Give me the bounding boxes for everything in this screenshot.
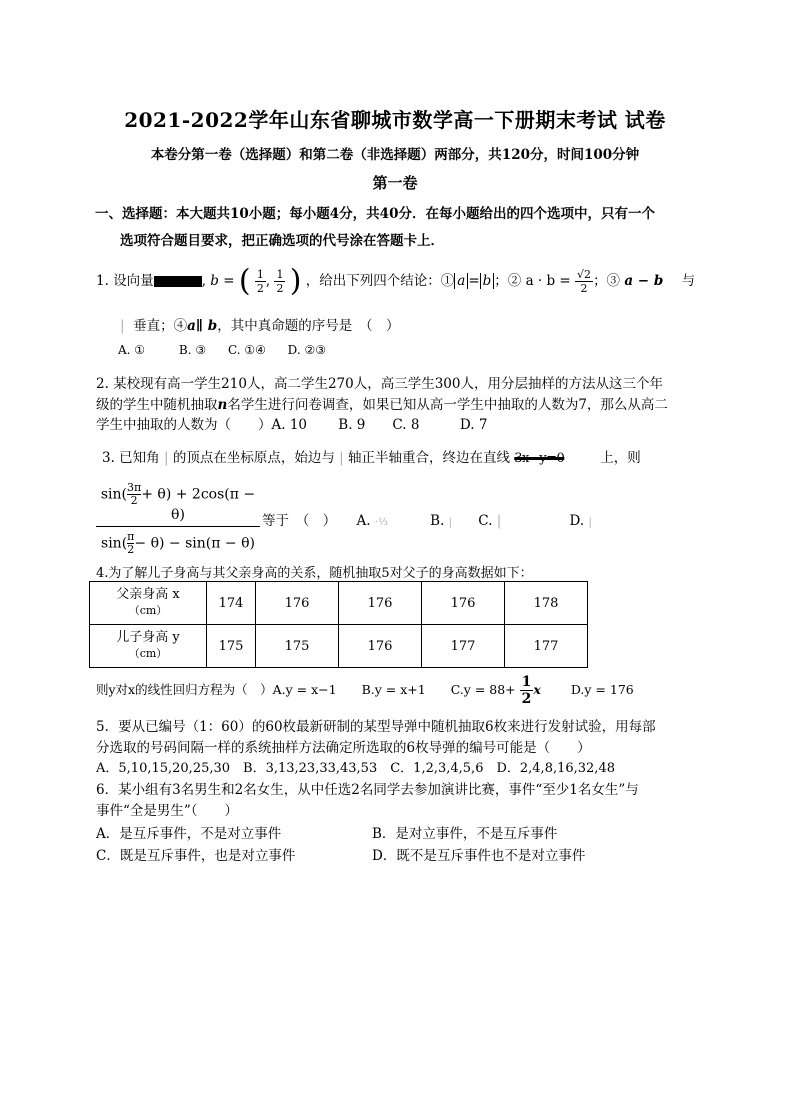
q3-denominator: sin( $\frac{\pi}{2}$ − θ) − sin(π − θ): [101, 530, 255, 556]
q3-line1-b: 的顶点在坐标原点，始边与: [172, 450, 335, 466]
q1-eq: =: [468, 273, 480, 289]
q3-option-d: D.: [569, 513, 585, 529]
father-label-cell: 父亲身高 x （cm）: [90, 582, 207, 625]
question-2-line-2: [96, 393, 668, 413]
vector-a-image: [154, 276, 202, 287]
question-6-line-2: 事件“全是男生”（ ）: [96, 803, 239, 819]
table-cell: 176: [256, 582, 339, 625]
q3-option-c: C.: [478, 513, 493, 529]
b-vector-image: |: [120, 318, 125, 334]
q1-frac-2: $\frac{1}{2}$: [276, 268, 284, 295]
question-6-line-1: 6．某小组有3名男生和2名女生，从中任选2名同学去参加演讲比赛，事件“至少1名女生”与: [96, 782, 639, 798]
q3-equals: 等于 （ ）: [262, 513, 337, 529]
section-heading: 第一卷: [372, 174, 418, 192]
table-cell: 176: [339, 625, 422, 668]
q3-option-b-image: |: [448, 517, 452, 528]
q3-option-b: B.: [430, 513, 445, 529]
question-4-question: [96, 672, 634, 708]
table-row-son: [90, 625, 588, 668]
paren-right: ): [289, 263, 302, 299]
q3-option-c-image: |: [496, 513, 502, 529]
son-label-cell: 儿子身高 y （cm）: [90, 625, 207, 668]
q2-n: n: [217, 397, 228, 413]
abs-a: a: [454, 273, 468, 289]
question-1-line-2: [120, 314, 399, 334]
table-cell: 175: [256, 625, 339, 668]
q3-numerator: sin( $\frac{3\pi}{2}$ + θ) + 2cos(π − θ): [96, 482, 260, 527]
q3-option-a: A.: [356, 513, 371, 529]
question-1-line-1: 1. 设向量 , b = ( $\frac{1}{2}$ , $\frac{1}{2}$ ) ，给出下列四个结论：① a = b ；② a · b = $\frac{√2}{2}$ ；③ a − b 与: [96, 263, 696, 299]
table-row-father: [90, 582, 588, 625]
table-cell: 176: [339, 582, 422, 625]
q1-after-b: ，给出下列四个结论：①: [305, 273, 455, 289]
exam-subtitle: 本卷分第一卷（选择题）和第二卷（非选择题）两部分，共120分，时间100分钟: [150, 147, 640, 163]
question-2-line-3: 学生中抽取的人数为（ ）A. 10 B. 9 C. 8 D. 7: [96, 417, 488, 433]
q1-option-b: B. ③: [178, 343, 207, 357]
q4-question-a: 则y对x的线性回归方程为（ ）A.y = x−1 B.y = x+1 C.y = 88+: [96, 682, 516, 697]
q1-a-minus-b: a − b: [624, 273, 664, 289]
line-equation-image: 3x−y=0: [514, 451, 565, 466]
q3-line1-d: 上，则: [600, 450, 641, 466]
q4-frac: $\frac{1}{2}$: [521, 674, 532, 707]
question-2-line-1: 2. 某校现有高一学生210人，高二学生270人，高三学生300人，用分层抽样的方法从这三个年: [96, 376, 663, 392]
question-4-intro: 4.为了解儿子身高与其父亲身高的关系，随机抽取5对父子的身高数据如下：: [96, 566, 533, 581]
q1-conc3: ；③: [593, 273, 621, 289]
q6-option-d: D．既不是互斥事件也不是对立事件: [372, 848, 586, 864]
table-cell: 178: [505, 582, 588, 625]
q3-option-a-image: ·⅓: [374, 517, 388, 528]
q1-option-c: C. ①④: [227, 343, 266, 357]
height-table: [89, 581, 588, 668]
question-3-options: [262, 509, 592, 529]
q1-frac-1: $\frac{1}{2}$: [256, 268, 264, 295]
q6-option-b: B．是对立事件，不是互斥事件: [372, 826, 558, 842]
q1-with: 与: [681, 273, 696, 289]
x-axis-image: |: [339, 450, 344, 466]
q1-conc2: ；② a · b =: [494, 273, 571, 289]
question-3-line-1: [102, 446, 641, 466]
table-cell: 174: [207, 582, 256, 625]
q1-number: 1.: [96, 273, 109, 289]
q6-option-c: C．既是互斥事件，也是对立事件: [96, 848, 296, 864]
q1-line2-end: ，其中真命题的序号是 （ ）: [217, 318, 400, 334]
question-1-options: [118, 343, 326, 357]
table-cell: 177: [505, 625, 588, 668]
question-5-line-2: 分选取的号码间隔一样的系统抽样方法确定所选取的6枚导弹的编号可能是（ ）: [96, 740, 591, 756]
q1-parallel: a∥ b: [187, 318, 218, 334]
abs-b: b: [480, 273, 495, 289]
alpha-image: |: [163, 450, 169, 466]
paren-left: (: [238, 263, 251, 299]
question-5-options: A．5,10,15,20,25,30 B．3,13,23,33,43,53 C．1,2,3,4,5,6 D．2,4,8,16,32,48: [96, 761, 615, 776]
q4-x: x: [533, 682, 541, 697]
q1-line2: 垂直；④: [133, 318, 188, 334]
q2-line2-a: 级的学生中随机抽取: [96, 397, 218, 413]
q3-line1-c: 轴正半轴重合，终边在直线: [347, 450, 510, 466]
question-5-line-1: 5．要从已编号（1：60）的60枚最新研制的某型导弹中随机抽取6枚来进行发射试验，用每部: [96, 719, 656, 735]
exam-title: 2021-2022学年山东省聊城市数学高一下册期末考试 试卷: [124, 108, 666, 132]
instruction-line-1: 一、选择题：本大题共10小题；每小题4分，共40分．在每小题给出的四个选项中，只有一个: [95, 206, 655, 222]
table-cell: 176: [422, 582, 505, 625]
q3-line1-a: 3. 已知角: [102, 450, 160, 466]
q2-line2-b: 名学生进行问卷调查，如果已知从高一学生中抽取的人数为7，那么从高二: [227, 397, 668, 413]
instruction-line-2: 选项符合题目要求，把正确选项的代号涂在答题卡上．: [120, 233, 444, 249]
q1-b-eq: b =: [210, 273, 235, 289]
q1-lead: 设向量: [113, 273, 154, 289]
q1-sqrt-frac: $\frac{√2}{2}$: [577, 268, 592, 295]
table-cell: 177: [422, 625, 505, 668]
q3-option-d-image: |: [588, 517, 592, 528]
q1-option-a: A. ①: [118, 343, 146, 357]
q1-option-d: D. ②③: [287, 343, 327, 357]
q3-expression: [96, 482, 260, 556]
q6-option-a: A．是互斥事件，不是对立事件: [96, 826, 282, 842]
q4-option-d: D.y = 176: [570, 682, 634, 697]
table-cell: 175: [207, 625, 256, 668]
